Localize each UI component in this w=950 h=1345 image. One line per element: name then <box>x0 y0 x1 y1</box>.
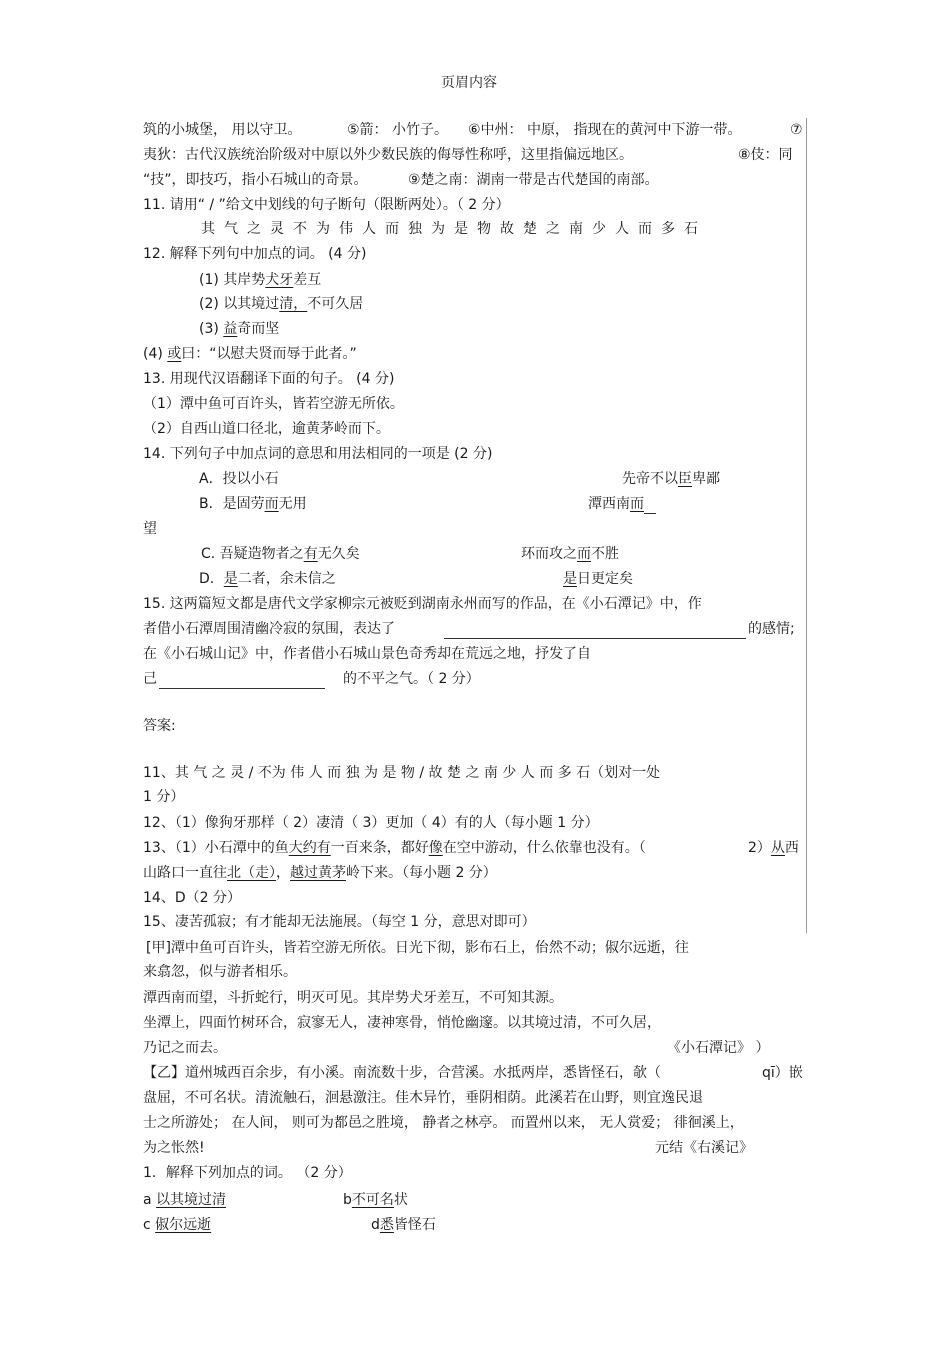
q15-blank-1 <box>444 619 746 639</box>
passage-yi-source: 元结《右溪记》 <box>655 1140 753 1156</box>
answer-13-line-1-end: 2）从西 <box>748 840 799 856</box>
q13-sentence-2: （2）自西山道口径北，逾黄茅岭而下。 <box>143 421 390 437</box>
q14-option-a-left: A．投以小石 <box>199 471 279 487</box>
passage-jia-line-5: 乃记之而去。 <box>143 1040 227 1056</box>
passage-jia-source: 《小石潭记》 ） <box>667 1040 770 1056</box>
note-line-3b: ⑨楚之南：湖南一带是古代楚国的南部。 <box>408 172 659 188</box>
answer-11-line-2: 1 分） <box>143 789 185 805</box>
q12-item-4: (4) 或曰：“以慰夫贤而辱于此者。” <box>143 346 357 362</box>
answer-15: 15、凄苦孤寂；有才能却无法施展。（每空 1 分，意思对即可） <box>143 914 536 930</box>
q14-option-b-left: B．是固劳而无用 <box>199 496 307 512</box>
answer-12: 12、（1）像狗牙那样（ 2）凄清（ 3）更加（ 4）有的人（每小题 1 分） <box>143 815 599 831</box>
answers-label: 答案: <box>143 718 176 734</box>
q1-item-d: d悉皆怪石 <box>371 1217 436 1233</box>
q14-option-d-right: 是日更定矣 <box>563 571 633 587</box>
passage-jia-line-2: 来翕忽，似与游者相乐。 <box>143 964 297 980</box>
q15-line-3: 在《小石城山记》中，作者借小石城山景色奇秀却在荒远之地，抒发了自 <box>143 646 591 662</box>
q12-item-2: (2) 以其境过清，不可久居 <box>199 296 364 312</box>
passage-jia-line-1: [甲]潭中鱼可百许头，皆若空游无所依。日光下彻，影布石上，佁然不动；俶尔远逝，往 <box>146 940 689 956</box>
note-line-1b: ⑤箭： 小竹子。 <box>347 122 449 138</box>
answer-11-line-1: 11、其 气 之 灵 / 不为 伟 人 而 独 为 是 物 / 故 楚 之 南 少 人 而 多 石（划对一处 <box>143 765 661 781</box>
q1-title: 1．解释下列加点的词。 （2 分） <box>143 1165 352 1181</box>
answer-14: 14、D（2 分） <box>143 890 241 906</box>
q15-line-2b: 的感情; <box>748 621 795 637</box>
q14-option-a-right: 先帝不以臣卑鄙 <box>622 471 720 487</box>
q15-line-1: 15. 这两篇短文都是唐代文学家柳宗元被贬到湖南永州而写的作品，在《小石潭记》中，作 <box>143 596 702 612</box>
q15-line-2a: 者借小石潭周围清幽冷寂的氛围，表达了 <box>143 621 395 637</box>
note-line-1a: 筑的小城堡， 用以守卫。 <box>143 122 302 138</box>
q1-item-b: b不可名状 <box>343 1192 408 1208</box>
page-header: 页眉内容 <box>441 75 497 91</box>
q14-option-b-tail: 望 <box>143 521 157 537</box>
q11-sentence: 其气之灵不为伟人而独为是物故楚之南少人而多石 <box>201 221 707 237</box>
q14-option-c-left: C. 吾疑造物者之有无久矣 <box>201 546 360 562</box>
q14-option-b-right: 潭西南而 <box>588 494 656 514</box>
q15-line-4: 己 的不平之气。（ 2 分） <box>143 671 480 687</box>
q12-title: 12. 解释下列句中加点的词。 (4 分) <box>143 246 367 262</box>
answer-13-line-1: 13、（1）小石潭中的鱼大约有一百来条，都好像在空中游动，什么依靠也没有。（ <box>143 840 646 856</box>
q1-item-c: c 俶尔远逝 <box>143 1217 212 1233</box>
passage-jia-line-4: 坐潭上，四面竹树环合，寂寥无人，凄神寒骨，悄怆幽邃。以其境过清，不可久居， <box>143 1015 661 1031</box>
q14-title: 14. 下列句子中加点词的意思和用法相同的一项是 (2 分) <box>143 446 493 462</box>
passage-yi-line-4: 为之怅然! <box>143 1140 205 1156</box>
passage-yi-line-2: 盘屈，不可名状。清流触石，洄悬激注。佳木异竹，垂阴相荫。此溪若在山野，则宜逸民退 <box>143 1090 703 1106</box>
note-line-3a: “技”，即技巧，指小石城山的奇景。 <box>143 172 368 188</box>
note-line-1c: ⑥中州： 中原， 指现在的黄河中下游一带。 <box>468 122 742 138</box>
q14-option-c-right: 环而攻之而不胜 <box>521 546 619 562</box>
passage-jia-line-3: 潭西南而望，斗折蛇行，明灭可见。其岸势犬牙差互，不可知其源。 <box>143 990 563 1006</box>
q1-item-a: a 以其境过清 <box>143 1192 227 1208</box>
right-border-line <box>806 118 807 933</box>
passage-yi-line-3: 士之所游处； 在人间， 则可为都邑之胜境， 静者之林亭。 而置州以来， 无人赏爱； 徘徊溪上， <box>143 1115 744 1131</box>
q14-option-d-left: D．是二者，余未信之 <box>199 571 336 587</box>
passage-yi-line-1b: qī）嵌 <box>762 1065 803 1081</box>
q13-title: 13. 用现代汉语翻译下面的句子。 (4 分) <box>143 371 395 387</box>
q11-title: 11. 请用“ / ”给文中划线的句子断句（限断两处）。（ 2 分） <box>143 197 510 213</box>
q12-item-1: (1) 其岸势犬牙差互 <box>199 272 322 288</box>
passage-yi-line-1a: 【乙】道州城西百余步，有小溪。南流数十步，合营溪。水抵两岸，悉皆怪石，欹（ <box>143 1065 661 1081</box>
note-line-2b: ⑧伎：同 <box>738 147 793 163</box>
q13-sentence-1: （1）潭中鱼可百许头，皆若空游无所依。 <box>143 396 404 412</box>
note-line-2a: 夷狄：古代汉族统治阶级对中原以外少数民族的侮辱性称呼，这里指偏远地区。 <box>143 147 633 163</box>
q12-item-3: (3) 益奇而坚 <box>199 321 280 337</box>
note-line-1d: ⑦ <box>790 122 803 138</box>
answer-13-line-2: 山路口一直往北（走），越过黄茅岭下来。（每小题 2 分） <box>143 865 497 881</box>
